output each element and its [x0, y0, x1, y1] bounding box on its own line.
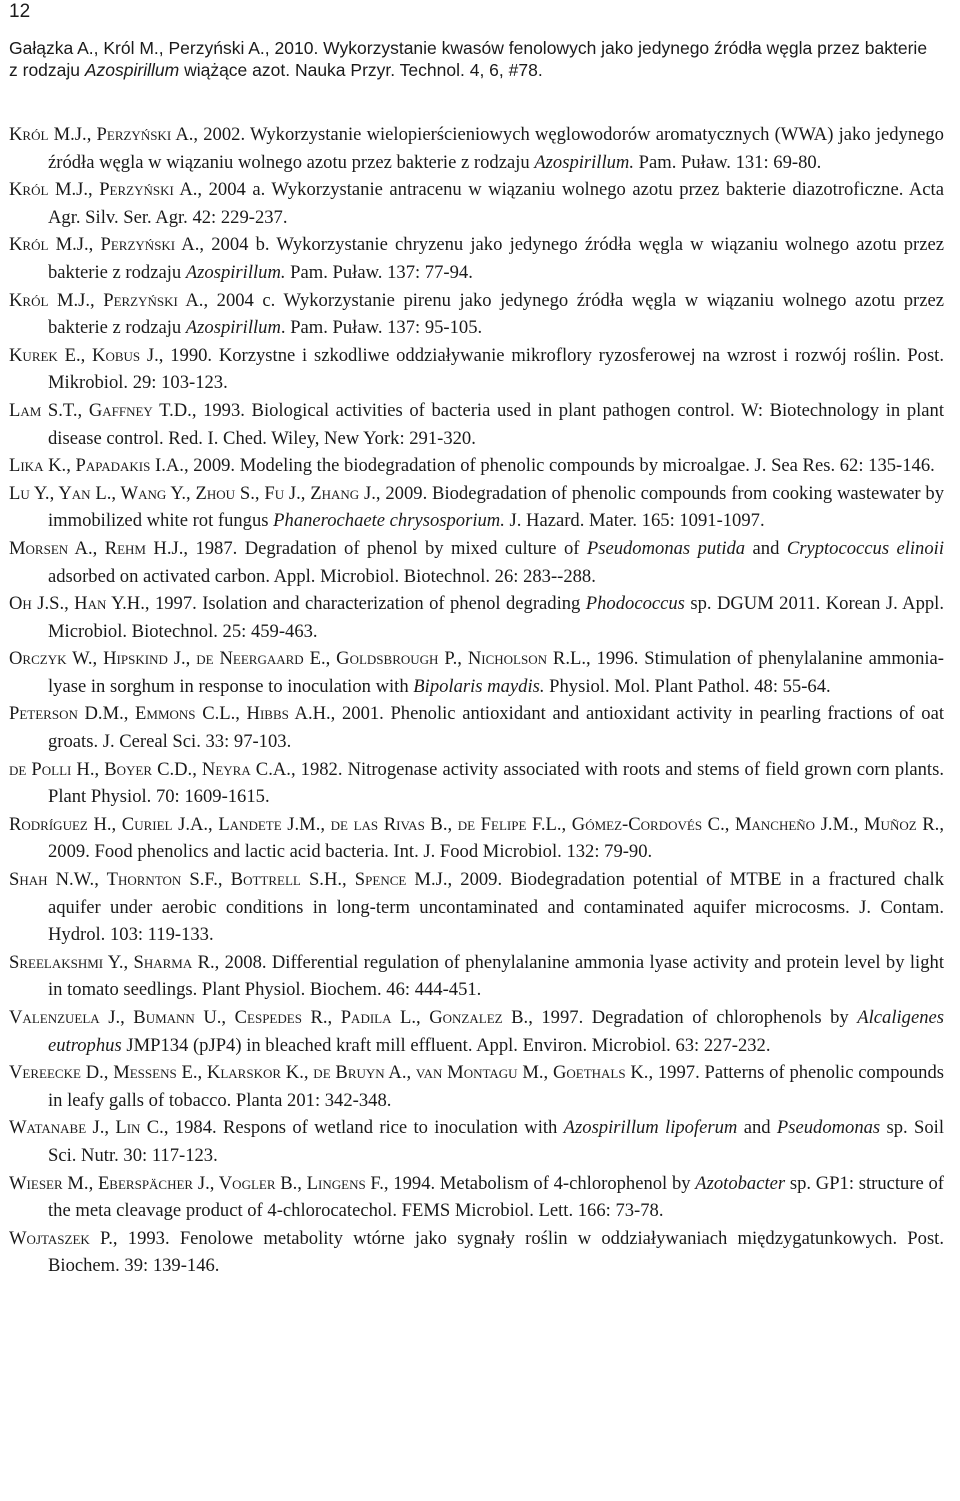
reference-authors: Król M.J., Perzyński A.	[9, 234, 200, 256]
reference-item	[9, 811, 944, 866]
reference-authors: Kurek E., Kobus J.	[9, 344, 159, 366]
reference-taxon: Azotobacter	[695, 1172, 786, 1194]
reference-text: and	[745, 537, 787, 559]
reference-authors: Peterson D.M., Emmons C.L., Hibbs A.H.	[9, 703, 331, 725]
reference-authors: Lika K., Papadakis I.A.	[9, 455, 184, 477]
reference-text: , 2004 b. Wykorzystanie chryzenu jako jedynego źródła węgla w wiązaniu wolnego azotu przez bakterie z rodzaju	[48, 234, 944, 283]
reference-text: , 2009. Modeling the biodegradation of phenolic compounds by microalgae. J. Sea Res. 62: 135-146.	[183, 455, 935, 477]
reference-item	[9, 1004, 944, 1059]
reference-text: , 2009. Food phenolics and lactic acid bacteria. Int. J. Food Microbiol. 132: 79-90.	[48, 813, 944, 863]
reference-text: , 1990. Korzystne i szkodliwe oddziaływanie mikroflory ryzosferowej na wzrost i rozwój roślin. Post. Mikrobiol. 29: 103-123.	[48, 344, 944, 394]
reference-authors: Król M.J., Perzyński A.	[9, 179, 198, 201]
reference-item	[9, 756, 944, 811]
reference-item	[9, 1170, 944, 1225]
reference-authors: Morsen A., Rehm H.J.	[9, 537, 184, 559]
running-head	[9, 37, 939, 81]
reference-text: , 1982. Nitrogenase activity associated with roots and stems of field grown corn plants. Plant Physiol. 70: 1609-1615.	[48, 758, 944, 808]
reference-text: , 1997. Degradation of chlorophenols by	[528, 1007, 858, 1028]
reference-item	[9, 700, 944, 755]
reference-text: , 1997. Patterns of phenolic compounds in leafy galls of tobacco. Planta 201: 342-348.	[48, 1062, 944, 1111]
reference-taxon: Azospirillum lipoferum	[563, 1117, 738, 1139]
reference-source: JMP134 (pJP4) in bleached kraft mill effluent. Appl. Environ. Microbiol. 63: 227-232.	[121, 1034, 771, 1056]
reference-item	[9, 397, 944, 452]
reference-authors: Shah N.W., Thornton S.F., Bottrell S.H., Spence M.J.	[9, 869, 448, 891]
running-head-text: Gałązka A., Król M., Perzyński A., 2010. Wykorzystanie kwasów fenolowych jako jedynego źródła węgla przez bakterie z rodzaju	[9, 38, 928, 80]
reference-taxon: Alcaligenes eutrophus	[48, 1007, 944, 1056]
reference-source: J. Hazard. Mater. 165: 1091-1097.	[504, 510, 765, 532]
reference-source: sp. Soil Sci. Nutr. 30: 117-123.	[48, 1117, 944, 1166]
reference-text: , 2002. Wykorzystanie wielopierścieniowych węglowodorów aromatycznych (WWA) jako jedynego źródła węgla w wiązaniu wolnego azotu przez bakterie z rodzaju	[48, 124, 944, 173]
reference-list	[9, 121, 944, 1280]
reference-text: , 2004 c. Wykorzystanie pirenu jako jedynego źródła węgla w wiązaniu wolnego azotu przez bakterie z rodzaju	[48, 289, 944, 339]
reference-source: Physiol. Mol. Plant Pathol. 48: 55-64.	[544, 675, 831, 697]
reference-source: Pam. Puław. 137: 77-94.	[285, 261, 473, 283]
reference-authors: Orczyk W., Hipskind J., de Neergaard E., Goldsbrough P., Nicholson R.L.	[9, 648, 586, 670]
reference-text: , 1996. Stimulation of phenylalanine ammonia-lyase in sorghum in response to inoculation with	[48, 648, 944, 697]
reference-source: . Pam. Puław. 137: 95-105.	[280, 317, 483, 339]
reference-item	[9, 949, 944, 1004]
reference-item	[9, 1059, 944, 1114]
reference-item	[9, 1114, 944, 1169]
reference-text: , 1994. Metabolism of 4-chlorophenol by	[383, 1172, 696, 1194]
reference-item	[9, 590, 944, 645]
reference-item	[9, 287, 944, 342]
running-head-source: wiążące azot. Nauka Przyr. Technol. 4, 6, #78.	[179, 60, 543, 80]
reference-item	[9, 1225, 944, 1280]
reference-text: , 1984. Respons of wetland rice to inoculation with	[163, 1117, 564, 1139]
reference-source: Pam. Puław. 131: 69-80.	[634, 151, 822, 173]
running-head-genus: Azospirillum	[84, 60, 180, 80]
reference-text: , 2009. Biodegradation of phenolic compounds from cooking wastewater by immobilized white rot fungus	[48, 482, 944, 532]
reference-taxon: Cryptococcus elinoii	[786, 537, 944, 559]
reference-source: adsorbed on activated carbon. Appl. Microbiol. Biotechnol. 26: 283--288.	[48, 565, 596, 587]
reference-authors: Lu Y., Yan L., Wang Y., Zhou S., Fu J., Zhang J.	[9, 482, 376, 504]
page-number: 12	[9, 1, 31, 22]
reference-text: , 2001. Phenolic antioxidant and antioxidant activity in pearling fractions of oat groats. J. Cereal Sci. 33: 97-103.	[48, 703, 944, 753]
reference-source: sp. DGUM 2011. Korean J. Appl. Microbiol. Biotechnol. 25: 459-463.	[48, 593, 944, 642]
reference-item	[9, 342, 944, 397]
reference-taxon: Pseudomonas putida	[586, 537, 746, 559]
reference-taxon: Bipolaris maydis.	[413, 675, 545, 697]
reference-item	[9, 535, 944, 590]
reference-authors: Watanabe J., Lin C.	[9, 1117, 164, 1139]
reference-item	[9, 452, 944, 480]
reference-text: and	[737, 1117, 777, 1139]
reference-item	[9, 866, 944, 949]
reference-item	[9, 645, 944, 700]
reference-authors: Król M.J., Perzyński A.	[9, 124, 194, 145]
reference-taxon: Pseudomonas	[776, 1117, 881, 1139]
reference-item	[9, 121, 944, 176]
reference-item	[9, 231, 944, 286]
reference-authors: Oh J.S., Han Y.H.	[9, 593, 145, 615]
reference-source: sp. GP1: structure of the meta cleavage product of 4-chlorocatechol. FEMS Microbiol. Lett. 166: 73-78.	[48, 1172, 944, 1222]
reference-authors: Valenzuela J., Bumann U., Cespedes R., Padila L., Gonzalez B.	[9, 1007, 529, 1028]
reference-authors: Rodríguez H., Curiel J.A., Landete J.M., de las Rivas B., de Felipe F.L., Gómez-Cordovés C., Mancheño J.M., Muñoz R.	[9, 813, 940, 835]
reference-text: , 2004 a. Wykorzystanie antracenu w wiązaniu wolnego azotu przez bakterie diazotroficzne. Acta Agr. Silv. Ser. Agr. 42: 229-237.	[48, 179, 944, 228]
reference-text: , 1993. Biological activities of bacteria used in plant pathogen control. W: Biotechnology in plant disease control. Red. I. Ched. Wiley, New York: 291-320.	[48, 399, 944, 449]
reference-text: , 1993. Fenolowe metabolity wtórne jako sygnały roślin w oddziaływaniach międzygatunkowych. Post. Biochem. 39: 139-146.	[48, 1227, 944, 1277]
reference-text: , 2009. Biodegradation potential of MTBE in a fractured chalk aquifer under aerobic conditions in long-term uncontaminated and contaminated aquifer microcosms. J. Contam. Hydrol. 103: 119-133.	[48, 869, 944, 946]
reference-item	[9, 176, 944, 231]
reference-authors: Wojtaszek P.	[9, 1227, 113, 1249]
reference-text: , 2008. Differential regulation of phenylalanine ammonia lyase activity and protein level by light in tomato seedlings. Plant Physiol. Biochem. 46: 444-451.	[48, 951, 944, 1001]
reference-taxon: Azospirillum.	[534, 151, 635, 173]
reference-item	[9, 480, 944, 535]
reference-authors: Vereecke D., Messens E., Klarskor K., de Bruyn A., van Montagu M., Goethals K.	[9, 1062, 649, 1084]
reference-taxon: Phanerochaete chrysosporium.	[273, 510, 505, 532]
reference-authors: Lam S.T., Gaffney T.D.	[9, 399, 192, 421]
reference-text: , 1997. Isolation and characterization of phenol degrading	[144, 593, 586, 615]
reference-authors: Król M.J., Perzyński A.	[9, 289, 204, 311]
reference-authors: de Polli H., Boyer C.D., Neyra C.A.	[9, 758, 291, 780]
reference-text: , 1987. Degradation of phenol by mixed culture of	[183, 537, 587, 559]
reference-authors: Wieser M., Eberspächer J., Vogler B., Lingens F.	[9, 1172, 384, 1194]
reference-taxon: Azospirillum.	[185, 261, 286, 283]
reference-taxon: Azospirillum	[185, 317, 281, 339]
reference-authors: Sreelakshmi Y., Sharma R.	[9, 951, 215, 973]
reference-taxon: Phodococcus	[585, 593, 685, 615]
